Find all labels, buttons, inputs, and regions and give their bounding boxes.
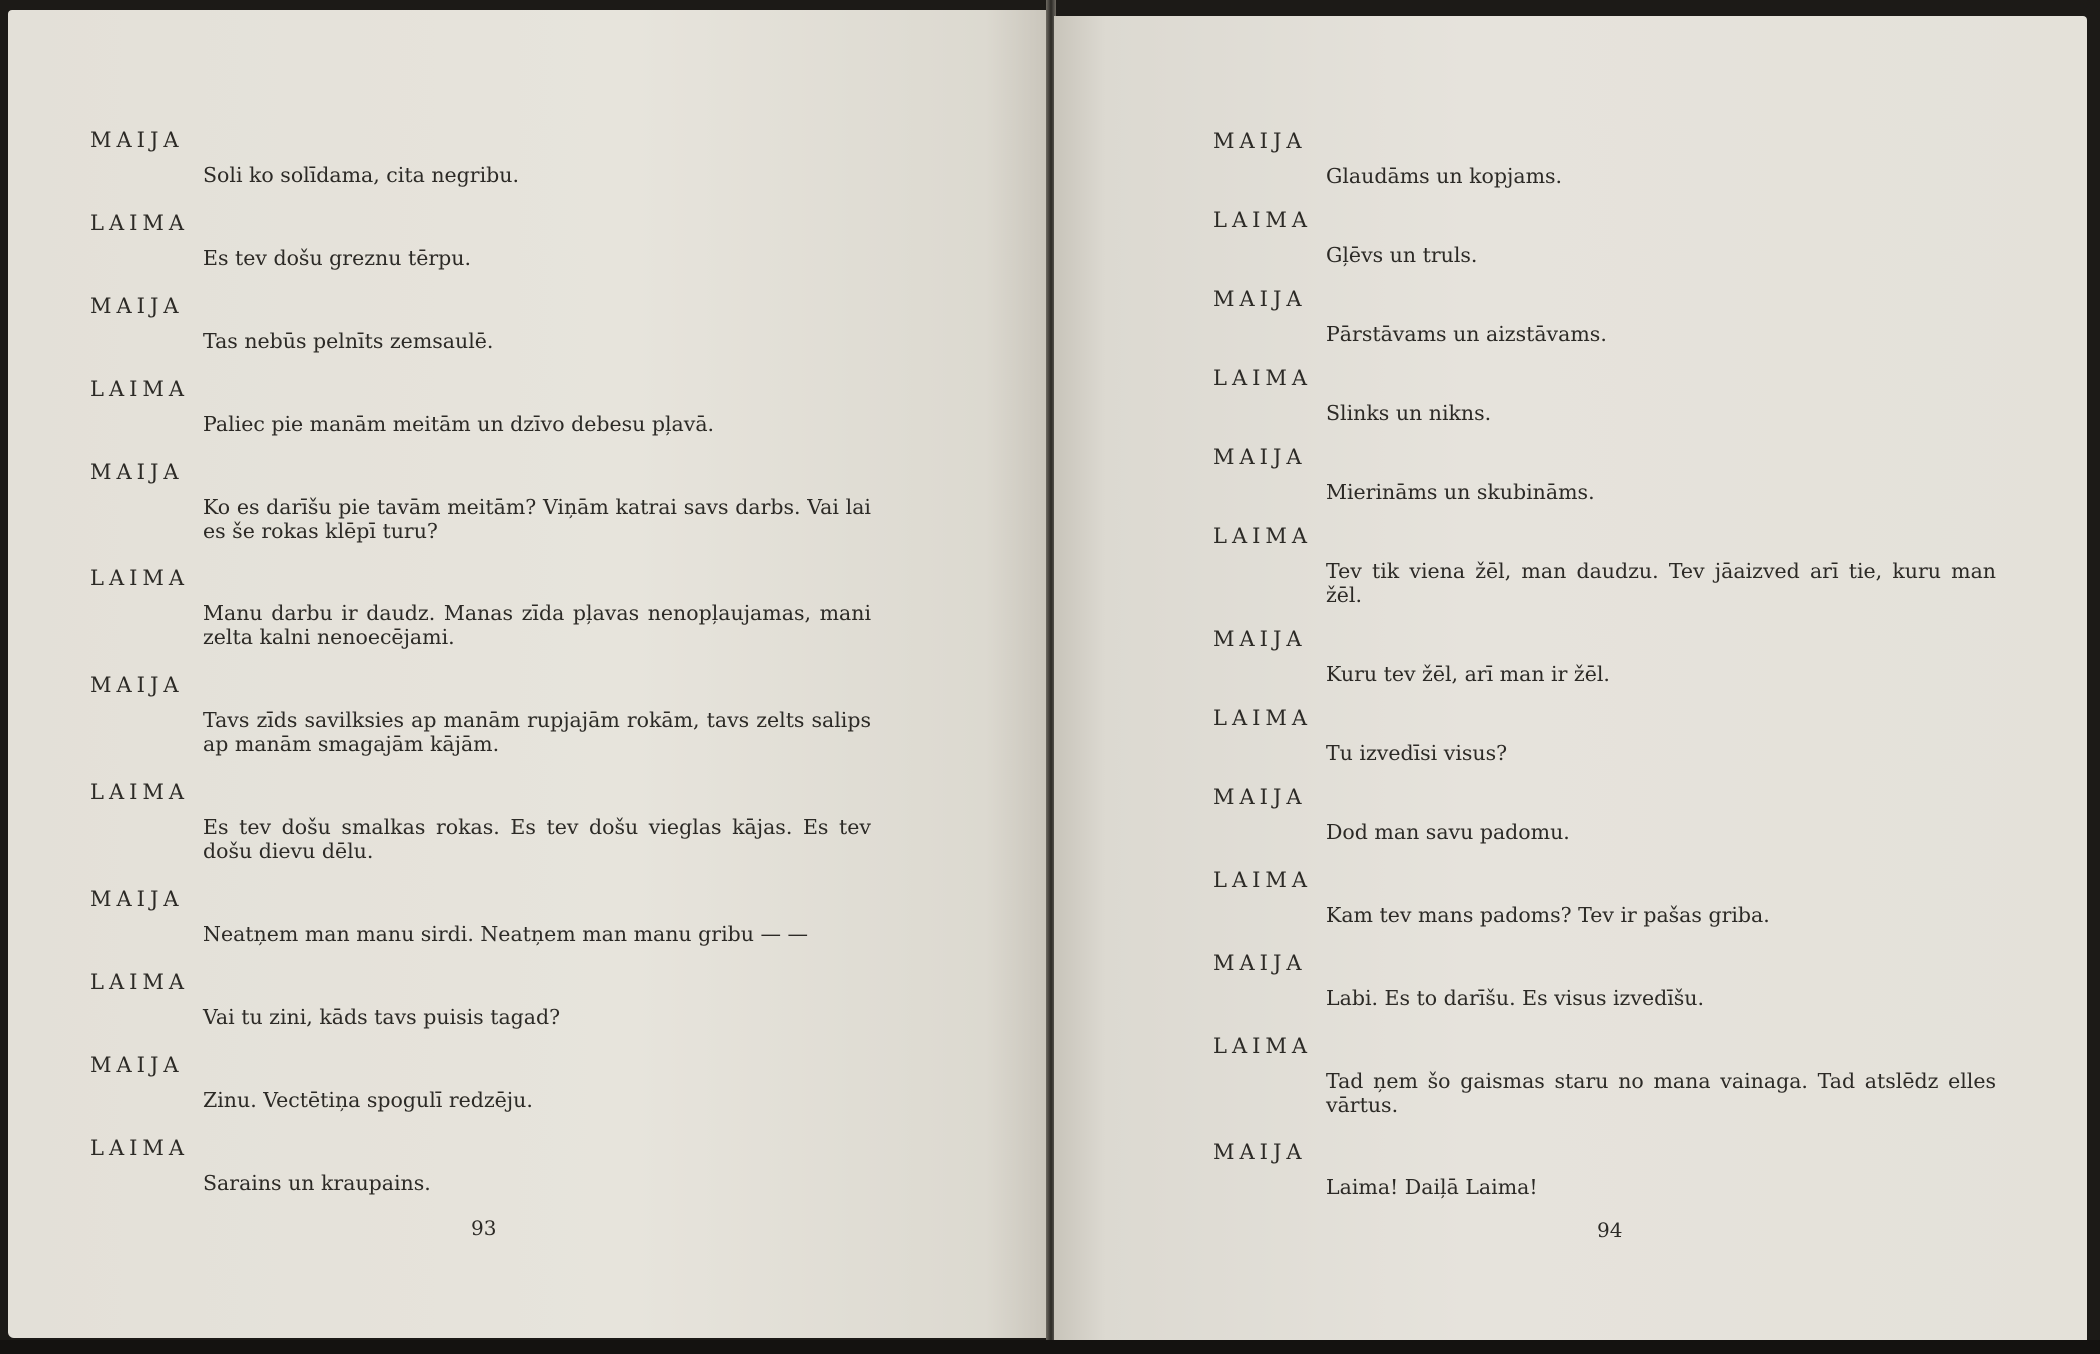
speaker-name: MAIJA [90,673,184,697]
page-number: 94 [1597,1218,1623,1242]
dialogue-line: Es tev došu smalkas rokas. Es tev došu vieglas kājas. Es tev došu dievu dēlu. [203,815,871,863]
speaker-name: LAIMA [90,377,190,401]
speaker-name: MAIJA [1213,951,1307,975]
dialogue-line: Kam tev mans padoms? Tev ir pašas griba. [1326,903,1770,927]
speaker-name: MAIJA [90,460,184,484]
speaker-name: LAIMA [90,1136,190,1160]
dialogue-line: Tavs zīds savilksies ap manām rupjajām rokām, tavs zelts salips ap manām smagajām kājām. [203,708,871,756]
speaker-name: MAIJA [90,1053,184,1077]
speaker-name: MAIJA [1213,1140,1307,1164]
dialogue-line: Ko es darīšu pie tavām meitām? Viņām katrai savs darbs. Vai lai es še rokas klēpī turu? [203,495,871,543]
dialogue-line: Kuru tev žēl, arī man ir žēl. [1326,662,1610,686]
speaker-name: LAIMA [1213,1034,1313,1058]
book-bottom-edge [0,1340,2100,1354]
dialogue-line: Es tev došu greznu tērpu. [203,246,471,270]
speaker-name: MAIJA [90,294,184,318]
speaker-name: LAIMA [1213,868,1313,892]
right-page [1054,16,2087,1348]
speaker-name: MAIJA [1213,287,1307,311]
dialogue-line: Mierināms un skubināms. [1326,480,1595,504]
speaker-name: LAIMA [1213,366,1313,390]
dialogue-line: Gļēvs un truls. [1326,243,1478,267]
speaker-name: LAIMA [90,566,190,590]
speaker-name: MAIJA [1213,627,1307,651]
dialogue-line: Paliec pie manām meitām un dzīvo debesu pļavā. [203,412,715,436]
speaker-name: LAIMA [90,211,190,235]
speaker-name: LAIMA [90,780,190,804]
dialogue-line: Soli ko solīdama, cita negribu. [203,163,519,187]
speaker-name: MAIJA [90,128,184,152]
dialogue-line: Dod man savu padomu. [1326,820,1570,844]
dialogue-line: Manu darbu ir daudz. Manas zīda pļavas nenopļaujamas, mani zelta kalni nenoecējami. [203,601,871,649]
dialogue-line: Tev tik viena žēl, man daudzu. Tev jāaizved arī tie, kuru man žēl. [1326,559,1996,607]
speaker-name: MAIJA [1213,785,1307,809]
dialogue-line: Tas nebūs pelnīts zemsaulē. [203,329,494,353]
speaker-name: MAIJA [90,887,184,911]
dialogue-line: Tad ņem šo gaismas staru no mana vainaga. Tad atslēdz elles vārtus. [1326,1069,1996,1117]
dialogue-line: Glaudāms un kopjams. [1326,164,1563,188]
speaker-name: MAIJA [1213,445,1307,469]
dialogue-line: Slinks un nikns. [1326,401,1492,425]
page-number: 93 [471,1216,497,1240]
dialogue-line: Labi. Es to darīšu. Es visus izvedīšu. [1326,986,1704,1010]
speaker-name: LAIMA [1213,524,1313,548]
dialogue-line: Sarains un kraupains. [203,1171,431,1195]
speaker-name: MAIJA [1213,129,1307,153]
speaker-name: LAIMA [1213,706,1313,730]
dialogue-line: Pārstāvams un aizstāvams. [1326,322,1607,346]
dialogue-line: Laima! Daiļā Laima! [1326,1175,1538,1199]
dialogue-line: Tu izvedīsi visus? [1326,741,1508,765]
speaker-name: LAIMA [90,970,190,994]
speaker-name: LAIMA [1213,208,1313,232]
dialogue-line: Zinu. Vectētiņa spogulī redzēju. [203,1088,533,1112]
left-page [8,10,1048,1338]
dialogue-line: Neatņem man manu sirdi. Neatņem man manu gribu — — [203,922,808,946]
dialogue-line: Vai tu zini, kāds tavs puisis tagad? [203,1005,561,1029]
